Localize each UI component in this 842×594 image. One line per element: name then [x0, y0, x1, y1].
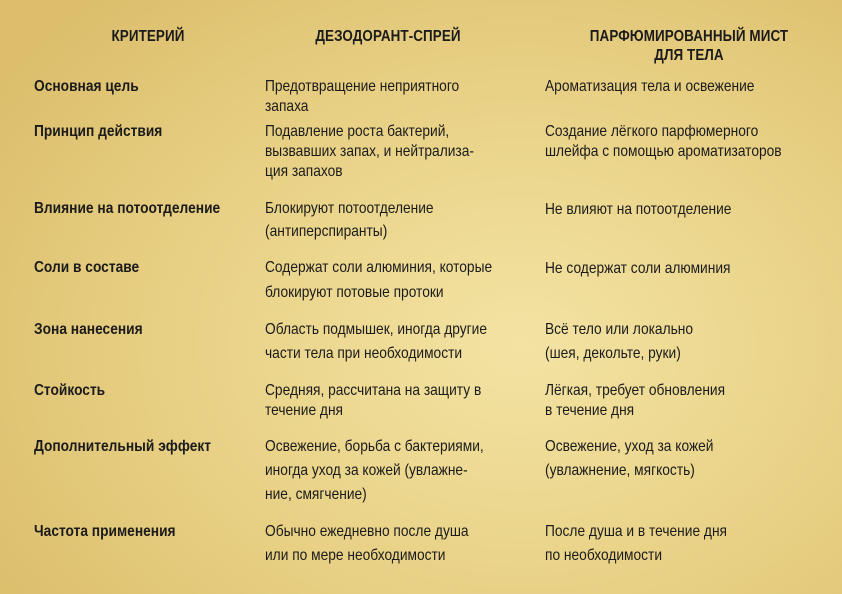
row-4-criterion: Соли в составе	[34, 259, 140, 276]
header-mist-line1: ПАРФЮМИРОВАННЫЙ МИСТ	[589, 28, 789, 45]
row-1-mist	[545, 77, 837, 97]
row-7-criterion: Дополнительный эффект	[34, 438, 211, 455]
row-1-deodorant-line: Предотвращение неприятного	[265, 78, 460, 95]
row-6-deodorant	[265, 381, 523, 421]
row-3-criterion: Влияние на потоотделение	[34, 200, 221, 217]
row-4-mist-line: Не содержат соли алюминия	[545, 260, 731, 277]
row-6-deodorant-line: течение дня	[265, 402, 344, 419]
row-3-deodorant-line: (антиперспиранты)	[265, 223, 388, 240]
row-8-mist	[545, 522, 837, 566]
row-4-deodorant	[265, 258, 523, 303]
row-7-deodorant-line: ние, смягчение)	[265, 486, 367, 503]
row-7-deodorant	[265, 437, 523, 505]
row-2-deodorant-line: вызвавших запах, и нейтрализа-	[265, 143, 474, 160]
row-2-deodorant	[265, 122, 523, 182]
header-criterion: КРИТЕРИЙ	[111, 28, 185, 45]
row-8-criterion: Частота применения	[34, 523, 176, 540]
row-1-deodorant	[265, 77, 523, 117]
row-5-criterion: Зона нанесения	[34, 321, 143, 338]
row-4-deodorant-line: Содержат соли алюминия, которые	[265, 259, 493, 276]
row-6-mist-line: Лёгкая, требует обновления	[545, 382, 726, 399]
row-2-mist-line: Создание лёгкого парфюмерного	[545, 123, 759, 140]
header-mist-line2: ДЛЯ ТЕЛА	[654, 47, 724, 64]
row-6-mist	[545, 381, 837, 421]
row-4-mist	[545, 259, 837, 279]
row-2-deodorant-line: ция запахов	[265, 163, 343, 180]
row-8-deodorant	[265, 522, 523, 566]
row-7-mist-line: Освежение, уход за кожей	[545, 438, 714, 455]
row-8-deodorant-line: Обычно ежедневно после душа	[265, 523, 469, 540]
row-7-mist-line: (увлажнение, мягкость)	[545, 462, 695, 479]
row-2-mist	[545, 122, 837, 162]
row-5-deodorant	[265, 320, 523, 364]
row-5-mist-line: (шея, декольте, руки)	[545, 345, 681, 362]
row-8-deodorant-line: или по мере необходимости	[265, 547, 446, 564]
row-6-mist-line: в течение дня	[545, 402, 635, 419]
row-5-deodorant-line: Область подмышек, иногда другие	[265, 321, 487, 338]
row-5-deodorant-line: части тела при необходимости	[265, 345, 463, 362]
row-8-mist-line: по необходимости	[545, 547, 663, 564]
row-5-mist	[545, 320, 837, 364]
row-1-criterion: Основная цель	[34, 78, 139, 95]
row-4-deodorant-line: блокируют потовые протоки	[265, 284, 444, 301]
row-3-mist	[545, 200, 837, 220]
row-6-deodorant-line: Средняя, рассчитана на защиту в	[265, 382, 482, 399]
row-3-deodorant	[265, 199, 523, 242]
header-deodorant: ДЕЗОДОРАНТ-СПРЕЙ	[315, 28, 461, 45]
row-1-deodorant-line: запаха	[265, 98, 309, 115]
row-1-mist-line: Ароматизация тела и освежение	[545, 78, 755, 95]
row-6-criterion: Стойкость	[34, 382, 106, 399]
row-7-deodorant-line: Освежение, борьба с бактериями,	[265, 438, 484, 455]
row-3-deodorant-line: Блокируют потоотделение	[265, 200, 434, 217]
row-7-deodorant-line: иногда уход за кожей (увлажне-	[265, 462, 468, 479]
row-3-mist-line: Не влияют на потоотделение	[545, 201, 732, 218]
row-2-mist-line: шлейфа с помощью ароматизаторов	[545, 143, 782, 160]
row-5-mist-line: Всё тело или локально	[545, 321, 694, 338]
row-8-mist-line: После душа и в течение дня	[545, 523, 727, 540]
row-2-criterion: Принцип действия	[34, 123, 163, 140]
row-7-mist	[545, 437, 837, 481]
row-2-deodorant-line: Подавление роста бактерий,	[265, 123, 450, 140]
header-mist	[581, 27, 798, 65]
